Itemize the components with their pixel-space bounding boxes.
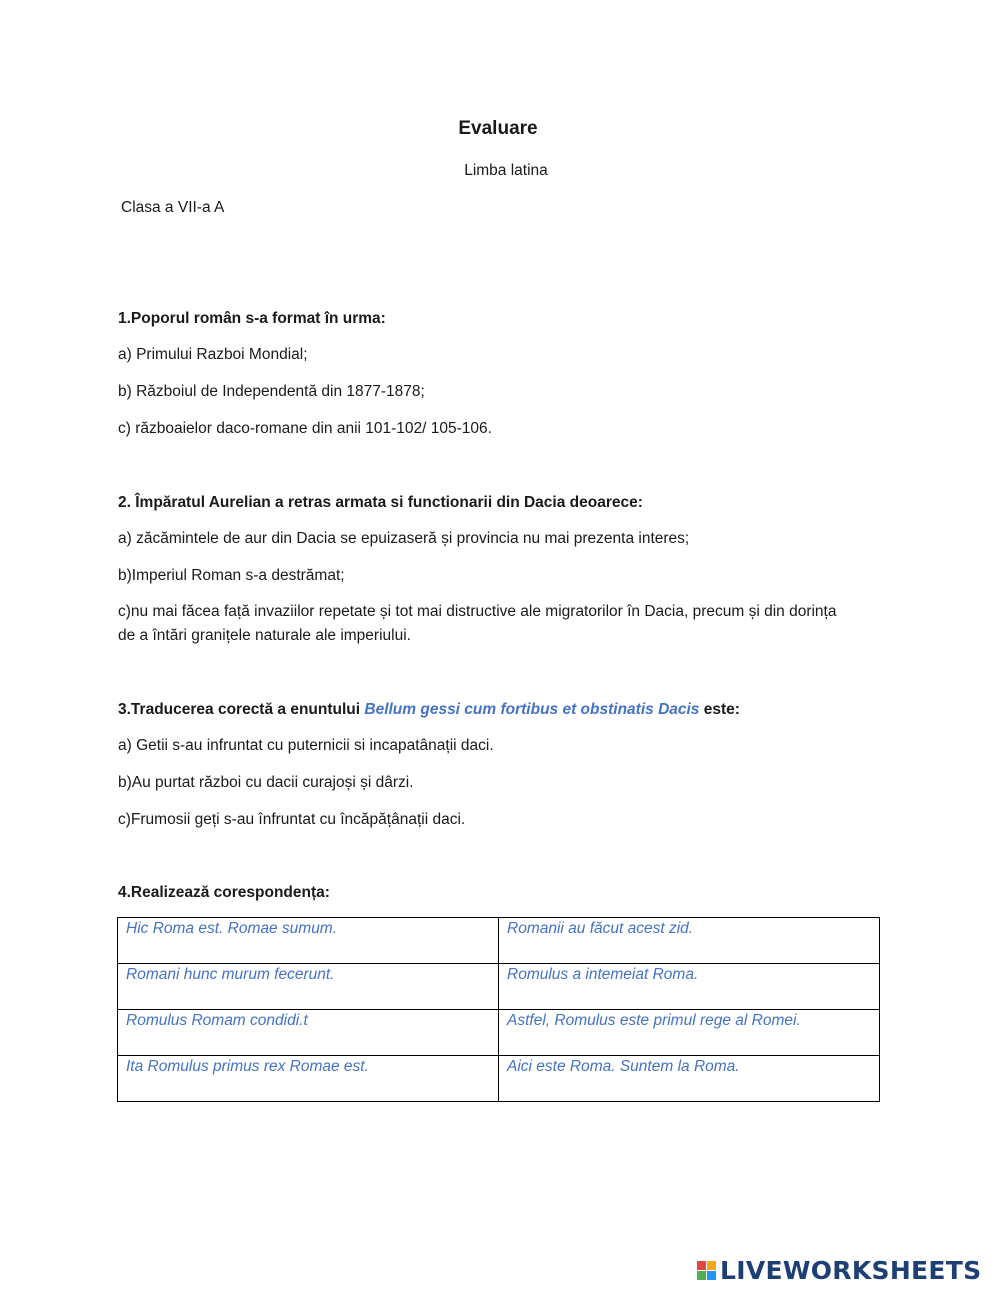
- logo-text: LIVEWORKSHEETS: [720, 1255, 982, 1285]
- matching-table: [117, 917, 880, 1102]
- latin-cell[interactable]: Romulus Romam condidi.t: [118, 1010, 499, 1056]
- question-1-option-a[interactable]: a) Primului Razboi Mondial;: [118, 346, 308, 363]
- table-row: [118, 1056, 880, 1102]
- logo-square: [707, 1271, 716, 1280]
- subject-label: Limba latina: [464, 162, 548, 179]
- latin-cell[interactable]: Romani hunc murum fecerunt.: [118, 964, 499, 1010]
- liveworksheets-logo: [697, 1254, 981, 1286]
- question-2-option-b[interactable]: b)Imperiul Roman s-a destrămat;: [118, 567, 345, 584]
- question-3-prompt-start: 3.Traducerea corectă a enuntului: [118, 701, 365, 718]
- logo-mark-icon: [697, 1261, 716, 1280]
- translation-cell[interactable]: Romanii au făcut acest zid.: [499, 918, 880, 964]
- latin-cell[interactable]: Ita Romulus primus rex Romae est.: [118, 1056, 499, 1102]
- table-row: [118, 1010, 880, 1056]
- question-4-prompt: 4.Realizează corespondența:: [118, 884, 330, 901]
- question-2-prompt: 2. Împăratul Aurelian a retras armata si functionarii din Dacia deoarece:: [118, 494, 643, 511]
- table-row: [118, 918, 880, 964]
- question-3-prompt-end: este:: [699, 701, 740, 718]
- logo-square: [697, 1261, 706, 1270]
- question-2-option-a[interactable]: a) zăcămintele de aur din Dacia se epuizaseră și provincia nu mai prezenta interes;: [118, 530, 690, 547]
- question-1-prompt: 1.Poporul român s-a format în urma:: [118, 310, 386, 327]
- page-title: Evaluare: [458, 118, 538, 139]
- table-row: [118, 964, 880, 1010]
- question-3-option-a[interactable]: a) Getii s-au infruntat cu puternicii si incapatânații daci.: [118, 737, 494, 754]
- translation-cell[interactable]: Romulus a intemeiat Roma.: [499, 964, 880, 1010]
- logo-square: [707, 1261, 716, 1270]
- question-3-option-b[interactable]: b)Au purtat război cu dacii curajoși și dârzi.: [118, 774, 414, 791]
- question-3-prompt: [118, 701, 740, 719]
- translation-cell[interactable]: Astfel, Romulus este primul rege al Romei.: [499, 1010, 880, 1056]
- logo-square: [697, 1271, 706, 1280]
- question-1-option-c[interactable]: c) războaielor daco-romane din anii 101-102/ 105-106.: [118, 420, 492, 437]
- translation-cell[interactable]: Aici este Roma. Suntem la Roma.: [499, 1056, 880, 1102]
- question-2-option-c[interactable]: c)nu mai făcea față invaziilor repetate și tot mai distructive ale migratorilor în Dacia, precum și din dorința de a întări granițele naturale ale imperiului.: [118, 603, 837, 644]
- latin-cell[interactable]: Hic Roma est. Romae sumum.: [118, 918, 499, 964]
- question-1-option-b[interactable]: b) Războiul de Independentă din 1877-1878;: [118, 383, 425, 400]
- question-3-latin-phrase: Bellum gessi cum fortibus et obstinatis Dacis: [364, 701, 700, 718]
- question-3-option-c[interactable]: c)Frumosii geți s-au înfruntat cu încăpățânații daci.: [118, 811, 466, 828]
- class-label: Clasa a VII-a A: [121, 199, 225, 216]
